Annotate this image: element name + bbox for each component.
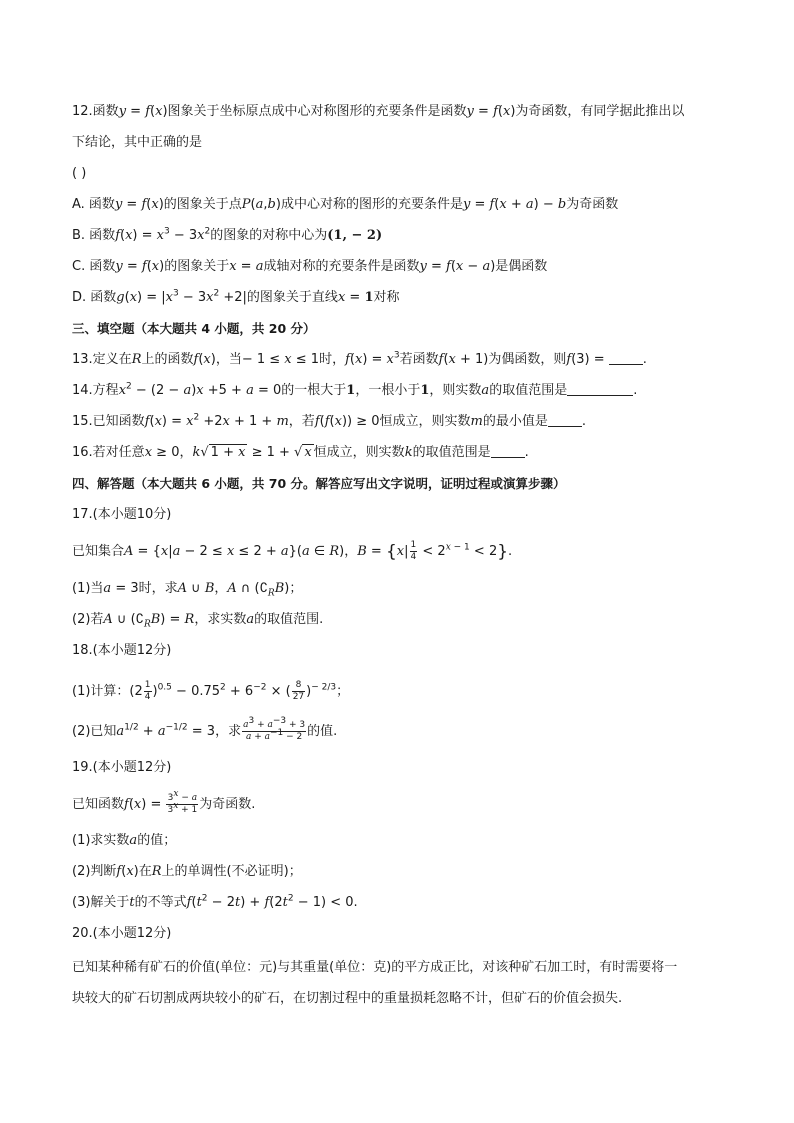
q12-option-c: C. 函数y = f(x)的图象关于x = a成轴对称的充要条件是函数y = f(x − a)是偶函数	[72, 259, 548, 274]
q12-answer-paren: ( )	[72, 166, 87, 181]
q14: 14.方程$x^2 - (2 - a)x +5 + a = 0$的一根大于1，一根小于1，则实数a的取值范围是 .	[72, 381, 638, 398]
q16: 16.若对任意x ≥ 0，k√ 1 + x ≥ 1 + √ x 恒成立，则实数k的取值范围是 .	[72, 445, 529, 460]
q12-stem-line1: 12.函数y = f(x)图象关于坐标原点成中心对称图形的充要条件是函数y = f(x)为奇函数，有同学据此推出以	[72, 104, 685, 119]
q18-part2: (2)已知$a^{1/2} + a^{-1/2} = 3$，求 $\frac{a^3 + a^{-3} + 3}{a + a^{-1} - 2}$ 的值.	[72, 716, 338, 742]
q13: 13.定义在R上的函数f(x)，当− 1 ≤ x ≤ 1时，$f(x) = x^3$若函数f(x + 1)为偶函数，则f(3) = .	[72, 350, 647, 367]
q15: 15.已知函数$f(x) = x^2 +2x + 1 + m$，若f(f(x)) ≥ 0恒成立，则实数m的最小值是 .	[72, 412, 587, 429]
q19-header: 19.(本小题12分)	[72, 760, 172, 775]
q17-header: 17.(本小题10分)	[72, 507, 172, 522]
q17-part2: (2)若A ∪ $(∁_RB) = R$，求实数a的取值范围.	[72, 612, 324, 630]
q20-text-line2: 块较大的矿石切割成两块较小的矿石，在切割过程中的重量损耗忽略不计，但矿石的价值会损失.	[72, 991, 623, 1006]
q14-answer-blank[interactable]	[567, 381, 633, 396]
q17-part1: (1)当a = 3时，求A ∪ B，A ∩ $(∁_RB)$；	[72, 581, 303, 599]
q20-text-line1: 已知某种稀有矿石的价值(单位：元)与其重量(单位：克)的平方成正比，对该种矿石加工时，有时需要将一	[72, 960, 678, 975]
q19-part1: (1)求实数a的值；	[72, 833, 177, 848]
q20-header: 20.(本小题12分)	[72, 926, 172, 941]
q13-answer-blank[interactable]	[609, 350, 643, 365]
q18-part1: (1)计算：(2 $\frac{1}{4}$ )$^{0.5} - 0.75^2 + 6^{-2}$ × ( $\frac{8}{27}$ )$^{- 2/3}$；	[72, 680, 350, 702]
section-fill-in-title: 三、填空题（本大题共 4 小题，共 20 分）	[72, 321, 316, 336]
q12-stem-line2: 下结论，其中正确的是	[72, 135, 203, 150]
q19-part3: (3)解关于t的不等式$f(t^2 - 2t) + f(2t^2 - 1) < 0$.	[72, 893, 358, 910]
q16-answer-blank[interactable]	[491, 443, 525, 458]
q18-header: 18.(本小题12分)	[72, 643, 172, 658]
section-answer-title: 四、解答题（本大题共 6 小题，共 70 分。解答应写出文字说明，证明过程或演算步骤）	[72, 476, 566, 491]
q19-part2: (2)判断f(x)在R上的单调性(不必证明)；	[72, 864, 302, 879]
q12-option-a: A. 函数y = f(x)的图象关于点P(a,b)成中心对称的图形的充要条件是y = f(x + a) − b为奇函数	[72, 197, 619, 212]
q12-option-b: B. 函数$f(x) = x^3 - 3x^2$的图象的对称中心为(1, − 2)	[72, 226, 383, 243]
q19-stem: 已知函数f(x) = $\frac{3^x - a}{3^x + 1}$ 为奇函数.	[72, 789, 256, 815]
q15-answer-blank[interactable]	[548, 412, 582, 427]
q17-sets: 已知集合A = {x|a − 2 ≤ x ≤ 2 + a}(a ∈ R)，B = {x| $\frac{1}{4}$ < $2^{x - 1} < 2$}.	[72, 540, 513, 562]
q12-option-d: D. 函数$g(x) = |x^3 - 3x^2 +2|$的图象关于直线x = 1对称	[72, 288, 400, 305]
